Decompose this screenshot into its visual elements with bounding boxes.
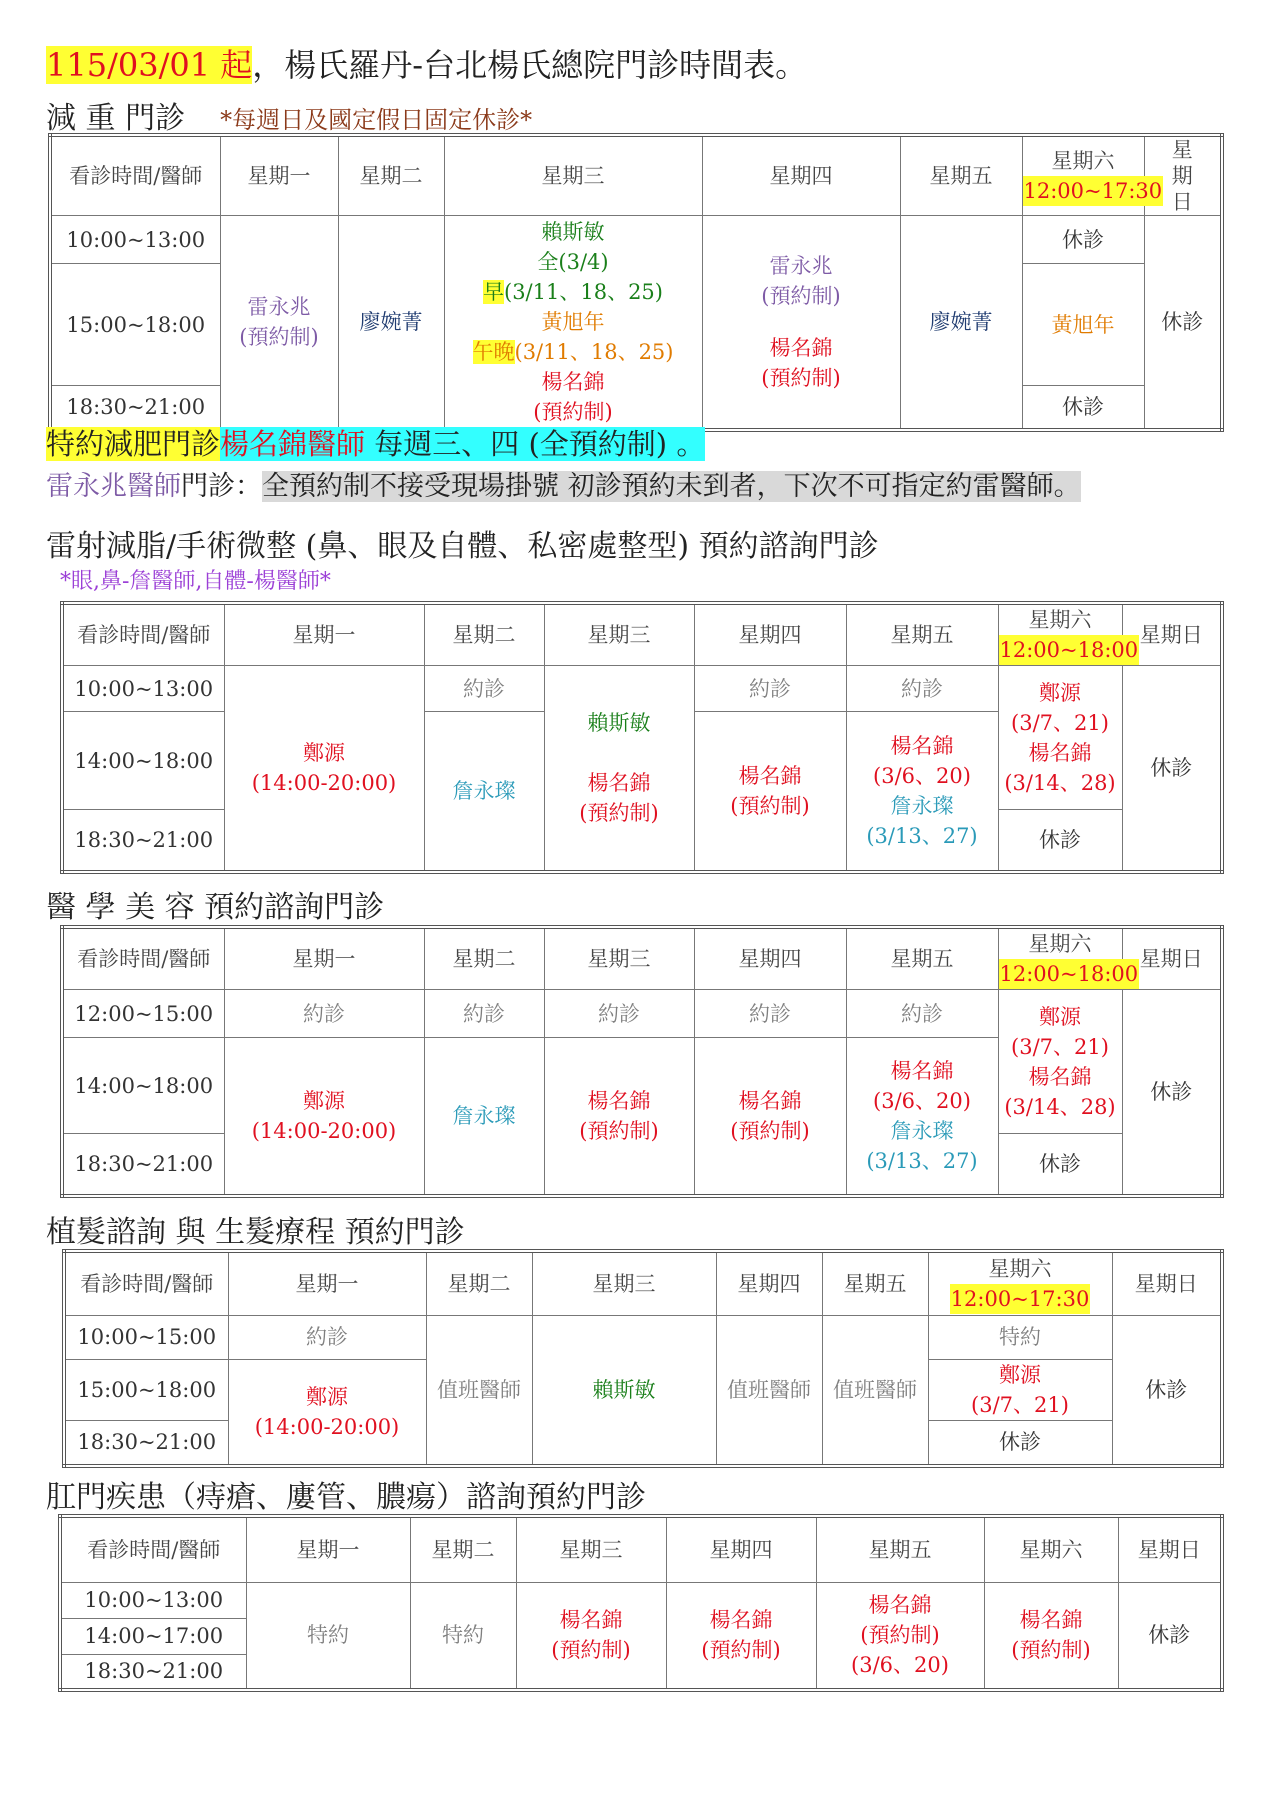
sun-cell: 休診 [1144, 216, 1222, 430]
col-header-wed: 星期三 [544, 603, 694, 666]
time-slot: 10:00~13:00 [50, 216, 220, 264]
col-header-thu: 星期四 [666, 1516, 816, 1582]
fri-cell: 楊名錦 (預約制) (3/6、20) [816, 1582, 984, 1690]
time-slot: 14:00~18:00 [62, 1038, 224, 1134]
col-header-time: 看診時間/醫師 [62, 927, 224, 990]
col-header-fri: 星期五 [846, 603, 998, 666]
col-header-thu: 星期四 [694, 927, 846, 990]
time-slot: 18:30~21:00 [50, 386, 220, 430]
col-header-mon: 星期一 [224, 927, 424, 990]
fri-cell-appt: 約診 [846, 666, 998, 712]
sat-cell: 楊名錦 (預約制) [984, 1582, 1118, 1690]
time-slot: 18:30~21:00 [64, 1420, 228, 1466]
mon-cell: 特約 [246, 1582, 410, 1690]
wed-cell: 賴斯敏 全(3/4) 早(3/11、18、25) 黃旭年 午晚(3/11、18、25) 楊名錦 (預約制) [444, 216, 702, 430]
thu-cell: 楊名錦 (預約制) [666, 1582, 816, 1690]
section-hair-heading: 植髮諮詢 與 生髮療程 預約門診 [46, 1215, 465, 1250]
col-header-tue: 星期二 [338, 135, 444, 216]
col-header-time: 看診時間/醫師 [62, 603, 224, 666]
col-header-sun: 星期日 [1112, 1251, 1222, 1315]
col-header-fri: 星期五 [846, 927, 998, 990]
sat-hours: 12:00~17:30 [1023, 176, 1164, 206]
col-header-tue: 星期二 [426, 1251, 532, 1315]
doctor-assignment-note: *眼,鼻-詹醫師,自體-楊醫師* [60, 569, 331, 594]
sun-cell: 休診 [1118, 1582, 1222, 1690]
time-slot: 10:00~13:00 [62, 666, 224, 712]
tue-cell: 詹永璨 [424, 1038, 544, 1196]
col-header-sat: 星期六 12:00~18:00 [998, 603, 1122, 666]
section-laser-heading: 雷射減脂/手術微整 (鼻、眼及自體、私密處整型) 預約諮詢門診 [46, 529, 879, 564]
mon-cell-appt: 約診 [228, 1315, 426, 1359]
sun-cell: 休診 [1122, 666, 1222, 872]
special-clinic-notice: 特約減肥門診楊名錦醫師 每週三、四 (全預約制) 。 [46, 427, 706, 461]
time-slot: 10:00~15:00 [64, 1315, 228, 1359]
col-header-sun: 星期日 [1122, 603, 1222, 666]
thu-cell: 值班醫師 [716, 1315, 822, 1466]
laser-surgery-table [60, 601, 1224, 874]
sun-cell: 休診 [1122, 990, 1222, 1196]
col-header-sun: 星期日 [1144, 135, 1222, 216]
col-header-tue: 星期二 [424, 927, 544, 990]
sat-hours: 12:00~18:00 [999, 959, 1140, 989]
time-slot: 14:00~17:00 [60, 1618, 246, 1654]
mon-cell: 鄭源 (14:00-20:00) [228, 1359, 426, 1466]
fri-cell: 楊名錦 (3/6、20) 詹永璨 (3/13、27) [846, 712, 998, 872]
tue-cell-appt: 約診 [424, 666, 544, 712]
col-header-thu: 星期四 [702, 135, 900, 216]
sat-cell-closed: 休診 [928, 1420, 1112, 1466]
fri-cell: 廖婉菁 [900, 216, 1022, 430]
col-header-mon: 星期一 [224, 603, 424, 666]
tue-cell: 廖婉菁 [338, 216, 444, 430]
tue-cell-appt: 約診 [424, 990, 544, 1038]
col-header-fri: 星期五 [822, 1251, 928, 1315]
weight-loss-table [48, 133, 1224, 432]
wed-cell: 賴斯敏 [532, 1315, 716, 1466]
col-header-tue: 星期二 [424, 603, 544, 666]
col-header-sat: 星期六 12:00~17:30 [1022, 135, 1144, 216]
sat-cell-closed: 休診 [998, 810, 1122, 872]
section-aesthetic-heading: 醫 學 美 容 預約諮詢門診 [46, 890, 385, 925]
hair-table [62, 1249, 1224, 1468]
thu-cell: 雷永兆 (預約制) 楊名錦 (預約制) [702, 216, 900, 430]
sat-cell-closed: 休診 [1022, 386, 1144, 430]
col-header-fri: 星期五 [900, 135, 1022, 216]
sat-cell-closed: 休診 [998, 1134, 1122, 1196]
fri-cell: 值班醫師 [822, 1315, 928, 1466]
col-header-sun: 星期日 [1118, 1516, 1222, 1582]
col-header-sat: 星期六 12:00~17:30 [928, 1251, 1112, 1315]
col-header-sun: 星期日 [1122, 927, 1222, 990]
mon-cell-appt: 約診 [224, 990, 424, 1038]
holiday-note: *每週日及國定假日固定休診* [220, 106, 533, 134]
fri-cell-appt: 約診 [846, 990, 998, 1038]
sat-hours: 12:00~17:30 [950, 1284, 1091, 1314]
section-anal-heading: 肛門疾患（痔瘡、廔管、膿瘍）諮詢預約門診 [46, 1480, 646, 1515]
mon-cell: 鄭源 (14:00-20:00) [224, 666, 424, 872]
time-slot: 18:30~21:00 [62, 810, 224, 872]
thu-cell-appt: 約診 [694, 990, 846, 1038]
col-header-thu: 星期四 [694, 603, 846, 666]
sat-hours: 12:00~18:00 [999, 635, 1140, 665]
col-header-wed: 星期三 [544, 927, 694, 990]
col-header-thu: 星期四 [716, 1251, 822, 1315]
time-slot: 18:30~21:00 [60, 1654, 246, 1690]
page-title [46, 40, 807, 86]
sat-cell: 鄭源 (3/7、21) 楊名錦 (3/14、28) [998, 666, 1122, 810]
thu-cell: 楊名錦 (預約制) [694, 712, 846, 872]
appointment-notice: 雷永兆醫師門診：全預約制不接受現場掛號 初診預約未到者，下次不可指定約雷醫師。 [46, 471, 1081, 502]
wed-cell-appt: 約診 [544, 990, 694, 1038]
wed-cell: 楊名錦 (預約制) [516, 1582, 666, 1690]
sat-cell-special: 特約 [928, 1315, 1112, 1359]
mon-cell: 鄭源 (14:00-20:00) [224, 1038, 424, 1196]
time-slot: 15:00~18:00 [50, 264, 220, 386]
col-header-mon: 星期一 [220, 135, 338, 216]
anal-disease-table [58, 1514, 1224, 1692]
title-text: ，楊氏羅丹-台北楊氏總院門診時間表。 [252, 46, 808, 84]
sat-cell: 黃旭年 [1022, 264, 1144, 386]
wed-cell: 賴斯敏 楊名錦 (預約制) [544, 666, 694, 872]
col-header-mon: 星期一 [246, 1516, 410, 1582]
tue-cell: 值班醫師 [426, 1315, 532, 1466]
mon-cell: 雷永兆 (預約制) [220, 216, 338, 430]
section-title: 減 重 門診 [46, 101, 186, 136]
time-slot: 14:00~18:00 [62, 712, 224, 810]
col-header-time: 看診時間/醫師 [50, 135, 220, 216]
sat-cell: 鄭源 (3/7、21) [928, 1359, 1112, 1420]
col-header-wed: 星期三 [532, 1251, 716, 1315]
col-header-sat: 星期六 12:00~18:00 [998, 927, 1122, 990]
time-slot: 15:00~18:00 [64, 1359, 228, 1420]
time-slot: 18:30~21:00 [62, 1134, 224, 1196]
col-header-wed: 星期三 [444, 135, 702, 216]
col-header-time: 看診時間/醫師 [64, 1251, 228, 1315]
time-slot: 10:00~13:00 [60, 1582, 246, 1618]
wed-cell: 楊名錦 (預約制) [544, 1038, 694, 1196]
col-header-mon: 星期一 [228, 1251, 426, 1315]
col-header-fri: 星期五 [816, 1516, 984, 1582]
col-header-wed: 星期三 [516, 1516, 666, 1582]
col-header-time: 看診時間/醫師 [60, 1516, 246, 1582]
sun-cell: 休診 [1112, 1315, 1222, 1466]
tue-cell: 特約 [410, 1582, 516, 1690]
col-header-sat: 星期六 [984, 1516, 1118, 1582]
time-slot: 12:00~15:00 [62, 990, 224, 1038]
thu-cell: 楊名錦 (預約制) [694, 1038, 846, 1196]
section-weight-loss-heading [46, 93, 532, 137]
thu-cell-appt: 約診 [694, 666, 846, 712]
col-header-tue: 星期二 [410, 1516, 516, 1582]
sat-cell: 鄭源 (3/7、21) 楊名錦 (3/14、28) [998, 990, 1122, 1134]
sat-cell-closed: 休診 [1022, 216, 1144, 264]
effective-date: 115/03/01 起 [46, 46, 253, 84]
aesthetic-table [60, 925, 1224, 1198]
tue-cell: 詹永璨 [424, 712, 544, 872]
fri-cell: 楊名錦 (3/6、20) 詹永璨 (3/13、27) [846, 1038, 998, 1196]
